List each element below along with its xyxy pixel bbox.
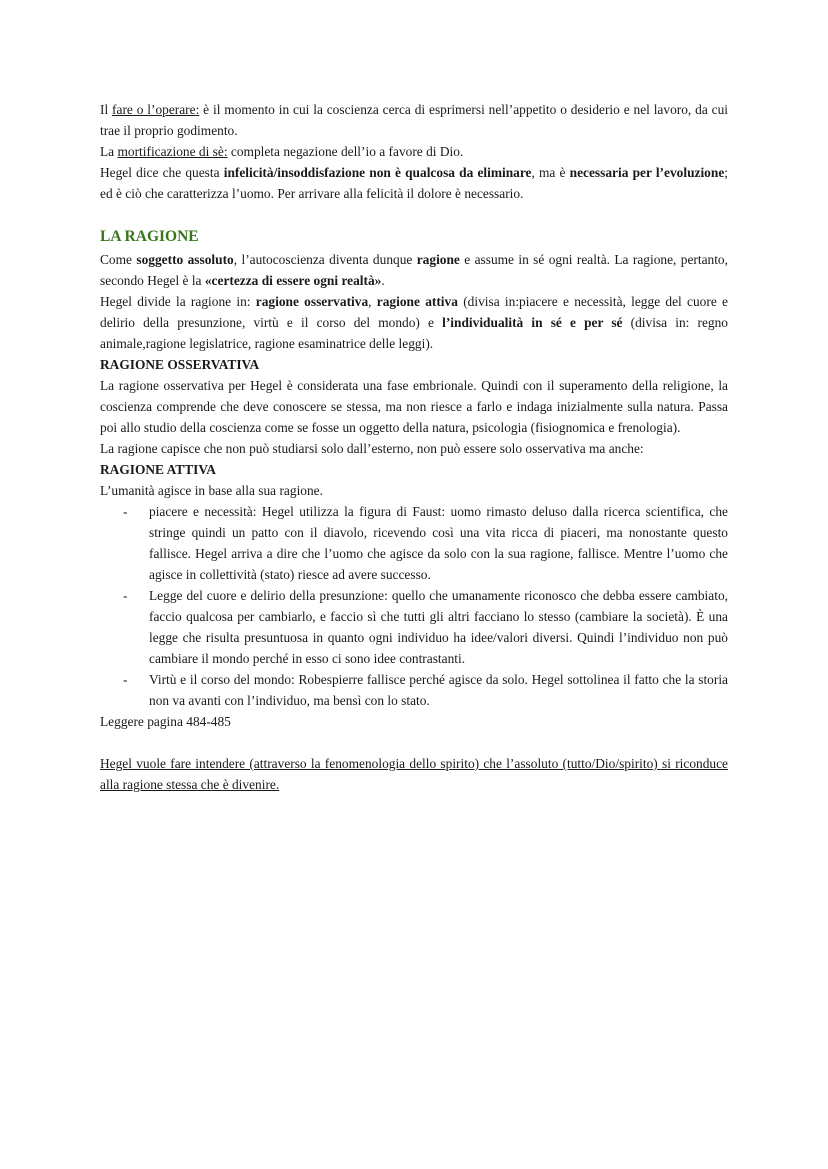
list-item [100, 501, 728, 585]
paragraph-infelicita [100, 162, 728, 204]
text: , l’autocoscienza diventa dunque [233, 252, 417, 267]
paragraph-soggetto-assoluto [100, 249, 728, 291]
text: e assume in sé ogni realtà. La ragione, pertanto, secondo Hegel è la [100, 252, 728, 288]
list-item [100, 669, 728, 711]
text: (divisa in: regno animale,ragione legislatrice, ragione esaminatrice delle leggi). [100, 315, 728, 351]
paragraph-conclusione: Hegel vuole fare intendere (attraverso la fenomenologia dello spirito) che l’assoluto (tutto/Dio/spirito) si riconduce alla ragione stessa che è divenire. [100, 756, 728, 792]
text: , ma è [531, 165, 570, 180]
bullet-dash: - [123, 672, 128, 687]
list-item-text: piacere e necessità: Hegel utilizza la figura di Faust: uomo rimasto deluso dalla ricerca scientifica, che stringe quindi un patto con il diavolo, ricevendo così una vita ricca di piaceri, ma nonostante questo fallisce. Hegel arriva a dire che l’uomo che agisce da solo con la sua ragione, fallisce. Mentre l’uomo che agisce in collettività (stato) riesce ad avere successo. [149, 504, 728, 582]
bold-text: l’individualità in sé e per sé [442, 315, 623, 330]
text: Hegel dice che questa [100, 165, 224, 180]
underlined-term: mortificazione di sè: [117, 144, 228, 159]
bold-text: ragione [416, 252, 460, 267]
bold-text: soggetto assoluto [136, 252, 234, 267]
paragraph-leggere-pagina: Leggere pagina 484-485 [100, 714, 231, 729]
bold-text: ragione osservativa [255, 294, 369, 309]
bullet-list [100, 501, 728, 711]
underlined-term: fare o l’operare: [112, 102, 200, 117]
text: è il momento in cui la coscienza cerca di esprimersi nell’appetito o desiderio e nel lavoro, da cui trae il proprio godimento. [100, 102, 728, 138]
paragraph-mortificazione [100, 141, 728, 162]
text: completa negazione dell’io a favore di Dio. [227, 144, 464, 159]
bold-text: ragione attiva [376, 294, 458, 309]
bold-text: infelicità/insoddisfazione non è qualcosa da eliminare [223, 165, 532, 180]
text: Come [100, 252, 137, 267]
paragraph-esterno: La ragione capisce che non può studiarsi solo dall’esterno, non può essere solo osservativa ma anche: [100, 441, 644, 456]
text: (divisa in:piacere e necessità, legge del cuore e delirio della presunzione, virtù e il corso del mondo) e [100, 294, 728, 330]
paragraph-osservativa: La ragione osservativa per Hegel è considerata una fase embrionale. Quindi con il superamento della religione, la coscienza comprende che deve conoscere se stessa, ma non riesce a farlo e indaga inizialmente sulla natura. Passa poi allo studio della coscienza come se fosse un oggetto della natura, psicologia (fisiognomica e frenologia). [100, 378, 728, 435]
document-body [100, 99, 728, 795]
section-title-la-ragione: LA RAGIONE [100, 228, 199, 245]
bold-text: necessaria per l’evoluzione [569, 165, 725, 180]
bullet-dash: - [123, 504, 128, 519]
bullet-dash: - [123, 588, 128, 603]
text: La [100, 144, 118, 159]
bold-text: «certezza di essere ogni realtà» [204, 273, 382, 288]
text: Hegel divide la ragione in: [100, 294, 256, 309]
subheading-ragione-osservativa: RAGIONE OSSERVATIVA [100, 357, 260, 372]
list-item-text: Virtù e il corso del mondo: Robespierre fallisce perché agisce da solo. Hegel sottolinea il fatto che la storia non va avanti con l’individuo, ma bensì con lo stato. [149, 672, 728, 708]
subheading-ragione-attiva: RAGIONE ATTIVA [100, 462, 216, 477]
list-item-text: Legge del cuore e delirio della presunzione: quello che umanamente riconosco che debba essere cambiato, faccio qualcosa per cambiarlo, e faccio sì che tutti gli altri facciano lo stesso (cambiare la società). È una legge che risulta presuntuosa in quanto ogni individuo ha idee/valori diversi. Quindi l’individuo non può cambiare il mondo perché in esso ci sono idee contrastanti. [149, 588, 728, 666]
paragraph-fare-operare [100, 99, 728, 141]
list-item [100, 585, 728, 669]
text: ; ed è ciò che caratterizza l’uomo. Per arrivare alla felicità il dolore è necessario. [100, 165, 728, 201]
text: , [368, 294, 377, 309]
paragraph-umanita: L’umanità agisce in base alla sua ragione. [100, 483, 323, 498]
paragraph-divisione-ragione [100, 291, 728, 354]
text: . [381, 273, 385, 288]
text: Il [100, 102, 113, 117]
